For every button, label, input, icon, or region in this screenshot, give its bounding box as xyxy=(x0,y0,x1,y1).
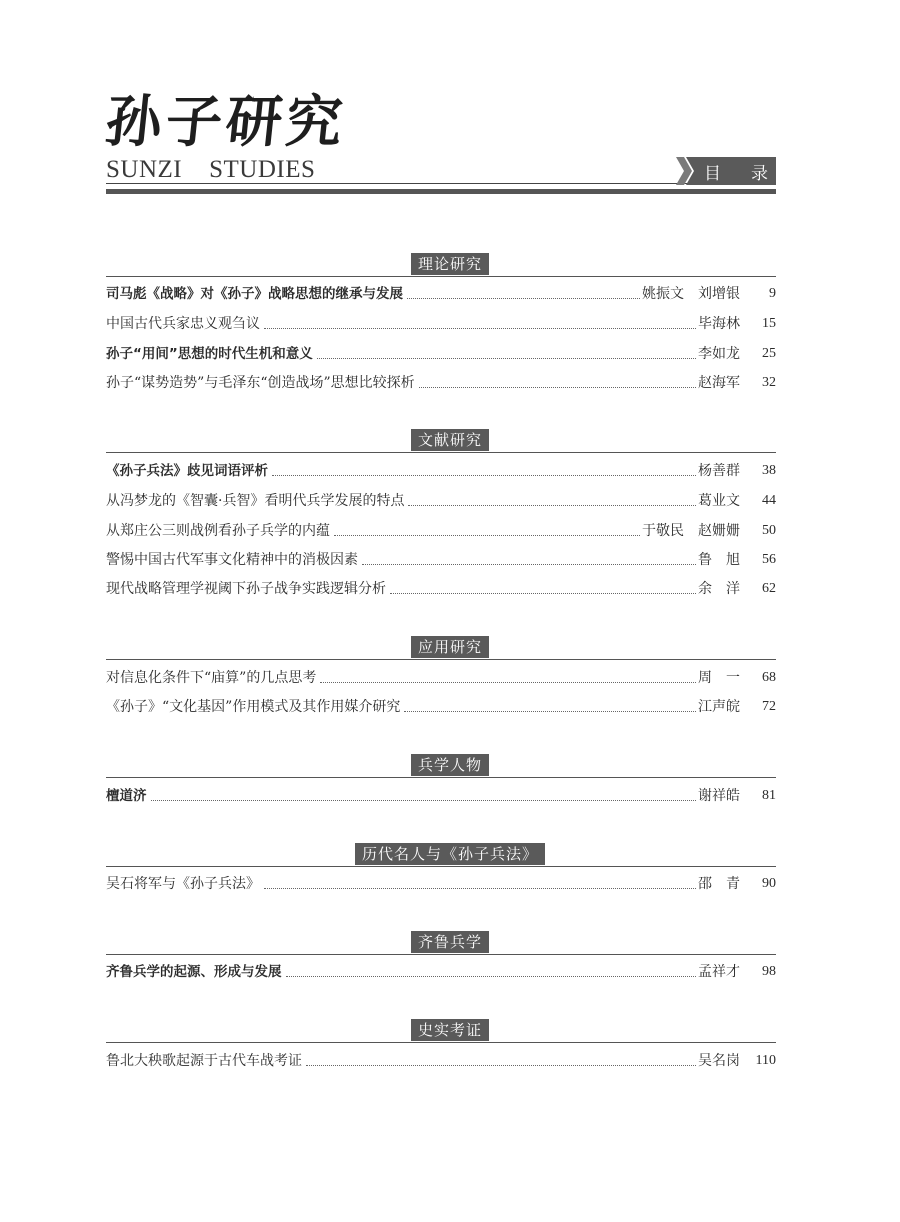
masthead-rule-thin xyxy=(106,183,691,184)
section-rule xyxy=(106,866,776,867)
toc-entry[interactable]: 吴石将军与《孙子兵法》 邵 青 90 xyxy=(106,876,776,892)
section-heading: 历代名人与《孙子兵法》 xyxy=(0,843,900,865)
section-heading: 齐鲁兵学 xyxy=(0,931,900,953)
section-heading: 文献研究 xyxy=(0,429,900,451)
toc-entry[interactable]: 《孙子兵法》歧见词语评析 杨善群 38 xyxy=(106,463,776,479)
section-rule xyxy=(106,954,776,955)
journal-logo-en: SUNZI STUDIES xyxy=(106,156,316,183)
section-heading: 理论研究 xyxy=(0,253,900,275)
toc-entry[interactable]: 孙子“谋势造势”与毛泽东“创造战场”思想比较探析 赵海军 32 xyxy=(106,375,776,391)
toc-entry[interactable]: 鲁北大秧歌起源于古代车战考证 吴名岗 110 xyxy=(106,1053,776,1069)
contents-tag xyxy=(676,156,776,186)
toc-entry[interactable]: 孙子“用间”思想的时代生机和意义 李如龙 25 xyxy=(106,346,776,362)
toc-entry[interactable]: 中国古代兵家忠义观刍议 毕海林 15 xyxy=(106,316,776,332)
journal-logo-cn: 孙子研究 xyxy=(102,89,350,155)
toc-entry[interactable]: 警惕中国古代军事文化精神中的消极因素 鲁 旭 56 xyxy=(106,552,776,568)
toc-entry[interactable]: 《孙子》“文化基因”作用模式及其作用媒介研究 江声皖 72 xyxy=(106,699,776,715)
toc-entry[interactable]: 从冯梦龙的《智囊·兵智》看明代兵学发展的特点 葛业文 44 xyxy=(106,493,776,509)
section-heading: 兵学人物 xyxy=(0,754,900,776)
toc-entry[interactable]: 齐鲁兵学的起源、形成与发展 孟祥才 98 xyxy=(106,964,776,980)
section-heading: 应用研究 xyxy=(0,636,900,658)
section-heading: 史实考证 xyxy=(0,1019,900,1041)
section-rule xyxy=(106,276,776,277)
contents-tag-char-1: 目 xyxy=(704,164,721,184)
masthead-rule-thick xyxy=(106,189,776,194)
toc-entry[interactable]: 对信息化条件下“庙算”的几点思考 周 一 68 xyxy=(106,670,776,686)
section-rule xyxy=(106,1042,776,1043)
section-rule xyxy=(106,659,776,660)
toc-entry[interactable]: 从郑庄公三则战例看孙子兵学的内蕴 于敬民 赵姗姗 50 xyxy=(106,523,776,539)
toc-entry[interactable]: 现代战略管理学视阈下孙子战争实践逻辑分析 余 洋 62 xyxy=(106,581,776,597)
section-rule xyxy=(106,777,776,778)
toc-entry[interactable]: 檀道济 谢祥皓 81 xyxy=(106,788,776,804)
contents-tag-char-2: 录 xyxy=(751,164,768,184)
section-rule xyxy=(106,452,776,453)
toc-entry[interactable]: 司马彪《战略》对《孙子》战略思想的继承与发展 姚振文 刘增银 9 xyxy=(106,286,776,302)
